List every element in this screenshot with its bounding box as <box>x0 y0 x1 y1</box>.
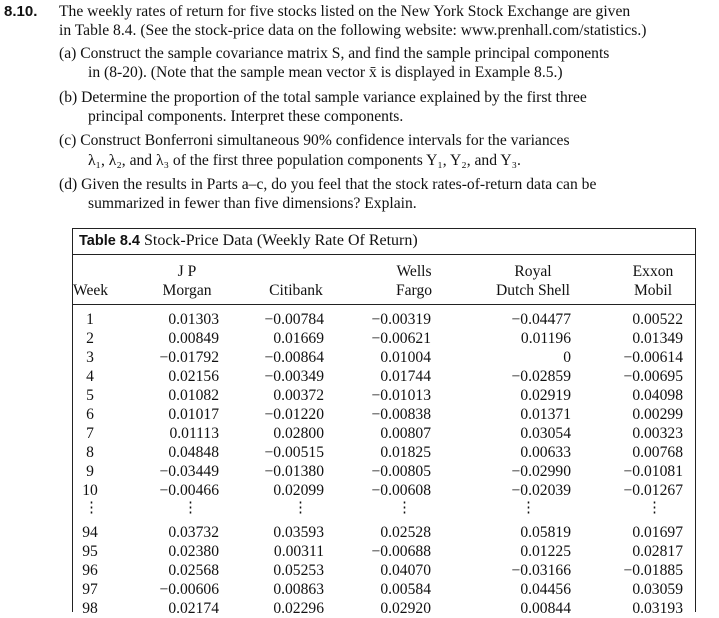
table-row <box>73 348 695 367</box>
cell-week: 96 <box>82 561 98 579</box>
cell-exxon-mobil: −0.01885 <box>623 561 683 579</box>
cell-citibank: −0.00515 <box>264 444 324 462</box>
cell-citibank: −0.00349 <box>264 368 324 386</box>
cell-week: 97 <box>82 580 98 598</box>
cell-week: 10 <box>82 482 98 500</box>
cell-citibank: −0.00864 <box>264 349 324 367</box>
cell-wells-fargo: −0.00621 <box>371 330 431 348</box>
table-row <box>73 329 695 348</box>
cell-jp-morgan: 0.00849 <box>168 330 219 348</box>
problem-part-b: (b) Determine the proportion of the total sample variance explained by the first three <box>59 89 587 106</box>
cell-jp-morgan: 0.04848 <box>168 444 219 462</box>
table-caption <box>79 232 418 250</box>
cell-week: 6 <box>86 406 94 424</box>
ellipsis-mark: ⋮ <box>647 499 662 516</box>
cell-exxon-mobil: −0.00695 <box>623 368 683 386</box>
problem-part-a: (a) Construct the sample covariance matrix S, and find the sample principal components <box>59 45 610 62</box>
cell-citibank: −0.00784 <box>264 311 324 328</box>
ellipsis-row <box>73 499 695 521</box>
cell-exxon-mobil: 0.00768 <box>632 444 683 462</box>
cell-exxon-mobil: 0.02817 <box>632 542 683 560</box>
cell-jp-morgan: 0.03732 <box>168 523 219 541</box>
cell-citibank: 0.02800 <box>273 425 324 443</box>
cell-royal-dutch-shell: 0.02919 <box>520 387 571 405</box>
ellipsis-mark: ⋮ <box>84 499 99 516</box>
cell-citibank: −0.01220 <box>264 406 324 424</box>
cell-royal-dutch-shell: −0.04477 <box>511 311 571 328</box>
header-jp: J P <box>177 263 197 280</box>
cell-exxon-mobil: 0.04098 <box>632 387 683 405</box>
cell-jp-morgan: −0.01792 <box>159 349 219 367</box>
cell-citibank: 0.01669 <box>273 330 324 348</box>
header-wells: Wells <box>396 263 432 280</box>
cell-exxon-mobil: 0.01349 <box>632 330 683 348</box>
cell-exxon-mobil: −0.00614 <box>623 349 683 367</box>
cell-jp-morgan: 0.01082 <box>168 387 219 405</box>
cell-week: 98 <box>82 599 98 617</box>
cell-wells-fargo: 0.02920 <box>380 599 431 617</box>
cell-jp-morgan: −0.03449 <box>159 463 219 481</box>
cell-jp-morgan: 0.02156 <box>168 368 219 386</box>
table-row <box>73 443 695 462</box>
cell-exxon-mobil: 0.01697 <box>632 523 683 541</box>
cell-jp-morgan: 0.01017 <box>168 406 219 424</box>
cell-citibank: 0.05253 <box>273 561 324 579</box>
cell-wells-fargo: −0.01013 <box>371 387 431 405</box>
problem-line: summarized in fewer than five dimensions? Explain. <box>88 195 417 212</box>
cell-jp-morgan: 0.01303 <box>168 311 219 328</box>
header-exxon: Exxon <box>632 263 674 280</box>
cell-wells-fargo: 0.00807 <box>380 425 431 443</box>
cell-royal-dutch-shell: −0.02859 <box>511 368 571 386</box>
cell-wells-fargo: 0.01744 <box>380 368 431 386</box>
problem-part-c: (c) Construct Bonferroni simultaneous 90% confidence intervals for the variances <box>59 132 570 149</box>
cell-royal-dutch-shell: 0.03054 <box>520 425 571 443</box>
table-row <box>73 424 695 443</box>
cell-wells-fargo: −0.00805 <box>371 463 431 481</box>
table-row <box>73 462 695 481</box>
cell-wells-fargo: 0.01004 <box>380 349 431 367</box>
cell-week: 94 <box>82 523 98 541</box>
cell-royal-dutch-shell: 0.00633 <box>520 444 571 462</box>
cell-wells-fargo: 0.04070 <box>380 561 431 579</box>
cell-jp-morgan: 0.02568 <box>168 561 219 579</box>
cell-citibank: 0.02296 <box>273 599 324 617</box>
cell-royal-dutch-shell: −0.03166 <box>511 561 571 579</box>
cell-wells-fargo: 0.02528 <box>380 523 431 541</box>
cell-exxon-mobil: 0.00323 <box>632 425 683 443</box>
cell-wells-fargo: −0.00838 <box>371 406 431 424</box>
header-morgan: Morgan <box>162 282 212 299</box>
cell-jp-morgan: −0.00606 <box>159 580 219 598</box>
ellipsis-mark: ⋮ <box>397 499 412 516</box>
table-row <box>73 542 695 561</box>
problem-number: 8.10. <box>4 3 38 20</box>
cell-royal-dutch-shell: 0.01196 <box>520 330 571 348</box>
header-week: Week <box>73 282 109 299</box>
header-royal: Royal <box>514 263 552 280</box>
problem-line: in Table 8.4. (See the stock-price data on the following website: www.prenhall.com/statistics.) <box>59 22 647 39</box>
cell-wells-fargo: −0.00688 <box>371 542 431 560</box>
cell-royal-dutch-shell: 0.00844 <box>520 599 571 617</box>
cell-exxon-mobil: −0.01267 <box>623 482 683 500</box>
problem-line: in (8-20). (Note that the sample mean vector x̄ is displayed in Example 8.5.) <box>88 64 563 81</box>
problem-line: λ₁, λ₂, and λ₃ of the first three population components Y₁, Y₂, and Y₃. <box>88 152 521 169</box>
cell-citibank: 0.00311 <box>273 542 324 560</box>
table-row <box>73 405 695 424</box>
cell-wells-fargo: −0.00319 <box>371 311 431 328</box>
cell-exxon-mobil: 0.03193 <box>632 599 683 617</box>
cell-week: 1 <box>86 311 94 328</box>
cell-week: 3 <box>86 349 94 367</box>
table-row <box>73 310 695 329</box>
cell-jp-morgan: 0.01113 <box>169 425 219 443</box>
table-row <box>73 386 695 405</box>
cell-citibank: 0.03593 <box>273 523 324 541</box>
cell-citibank: 0.00372 <box>273 387 324 405</box>
cell-royal-dutch-shell: 0.01225 <box>520 542 571 560</box>
cell-citibank: 0.00863 <box>273 580 324 598</box>
cell-exxon-mobil: 0.03059 <box>632 580 683 598</box>
table-row <box>73 481 695 500</box>
cell-royal-dutch-shell: −0.02039 <box>511 482 571 500</box>
cell-exxon-mobil: 0.00522 <box>632 311 683 328</box>
table-row <box>73 599 695 618</box>
cell-wells-fargo: 0.01825 <box>380 444 431 462</box>
cell-royal-dutch-shell: 0.05819 <box>520 523 571 541</box>
caption-rule <box>73 254 695 255</box>
header-dutch-shell: Dutch Shell <box>495 282 571 299</box>
cell-week: 2 <box>86 330 94 348</box>
header-citibank: Citibank <box>269 282 323 299</box>
cell-week: 9 <box>86 463 94 481</box>
cell-week: 4 <box>86 368 94 386</box>
cell-exxon-mobil: −0.01081 <box>623 463 683 481</box>
cell-wells-fargo: 0.00584 <box>380 580 431 598</box>
cell-royal-dutch-shell: −0.02990 <box>511 463 571 481</box>
ellipsis-mark: ⋮ <box>293 499 308 516</box>
cell-royal-dutch-shell: 0.01371 <box>520 406 571 424</box>
stock-price-table <box>72 228 696 617</box>
problem-part-d: (d) Given the results in Parts a–c, do you feel that the stock rates-of-return data can be <box>59 176 597 193</box>
table-row <box>73 523 695 542</box>
table-label: Table 8.4 <box>79 233 140 249</box>
cell-jp-morgan: −0.00466 <box>159 482 219 500</box>
problem-line: principal components. Interpret these components. <box>88 108 404 125</box>
cell-jp-morgan: 0.02380 <box>168 542 219 560</box>
header-rule <box>73 304 695 305</box>
cell-jp-morgan: 0.02174 <box>168 599 219 617</box>
cell-week: 7 <box>86 425 94 443</box>
table-row <box>73 367 695 386</box>
cell-week: 8 <box>86 444 94 462</box>
table-row <box>73 561 695 580</box>
table-row <box>73 580 695 599</box>
cell-week: 95 <box>82 542 98 560</box>
ellipsis-mark: ⋮ <box>183 499 198 516</box>
cell-wells-fargo: −0.00608 <box>371 482 431 500</box>
cell-royal-dutch-shell: 0 <box>563 349 571 367</box>
cell-royal-dutch-shell: 0.04456 <box>520 580 571 598</box>
cell-citibank: −0.01380 <box>264 463 324 481</box>
cell-exxon-mobil: 0.00299 <box>632 406 683 424</box>
header-fargo: Fargo <box>395 282 433 299</box>
cell-week: 5 <box>86 387 94 405</box>
ellipsis-mark: ⋮ <box>521 499 536 516</box>
problem-line: The weekly rates of return for five stocks listed on the New York Stock Exchange are given <box>59 3 631 20</box>
header-mobil: Mobil <box>633 282 673 299</box>
cell-citibank: 0.02099 <box>273 482 324 500</box>
table-title: Stock-Price Data (Weekly Rate Of Return) <box>143 232 418 249</box>
